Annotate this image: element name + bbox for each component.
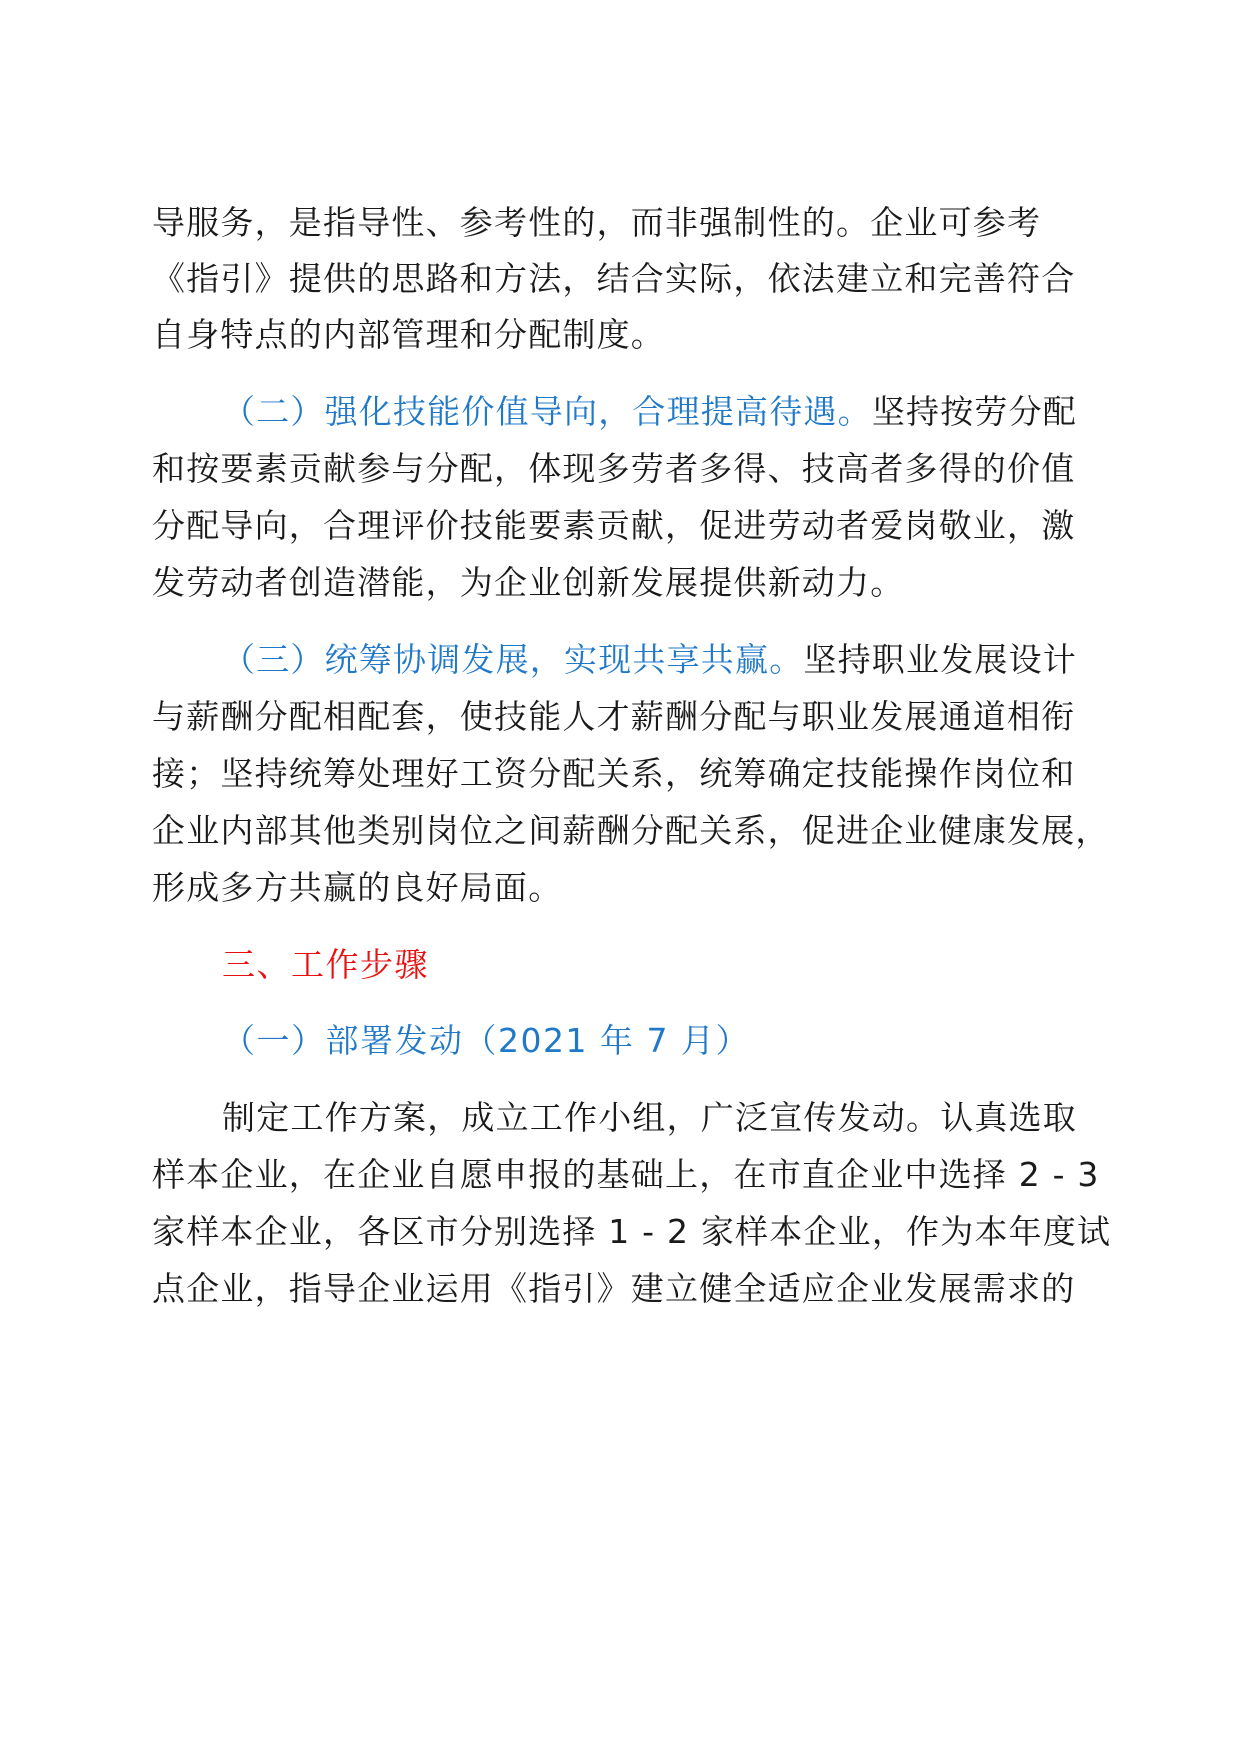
paragraph-line: 样本企业，在企业自愿申报的基础上，在市直企业中选择 2 - 3 [152, 1155, 1100, 1194]
paragraph-line: 企业内部其他类别岗位之间薪酬分配关系，促进企业健康发展， [152, 811, 1110, 850]
subheading-coordinated-development: （三）统筹协调发展，实现共享共赢。 [222, 640, 804, 679]
paragraph-lead-line [222, 389, 1077, 435]
paragraph-line: 自身特点的内部管理和分配制度。 [152, 315, 665, 354]
paragraph-line: 《指引》提供的思路和方法，结合实际，依法建立和完善符合 [152, 259, 1076, 298]
paragraph-line: 点企业，指导企业运用《指引》建立健全适应企业发展需求的 [152, 1269, 1076, 1308]
section-heading-work-steps: 三、工作步骤 [222, 945, 429, 984]
subsection-heading-deployment: （一）部署发动（2021 年 7 月） [222, 1021, 750, 1060]
paragraph-line: 家样本企业，各区市分别选择 1 - 2 家样本企业，作为本年度试 [152, 1212, 1112, 1251]
paragraph-line: 和按要素贡献参与分配，体现多劳者多得、技高者多得的价值 [152, 449, 1076, 488]
paragraph-lead-line [222, 637, 1077, 683]
paragraph-line: 形成多方共赢的良好局面。 [152, 868, 563, 907]
paragraph-line: 接；坚持统筹处理好工资分配关系，统筹确定技能操作岗位和 [152, 754, 1076, 793]
subheading-strengthen-skill-value: （二）强化技能价值导向，合理提高待遇。 [222, 392, 872, 431]
paragraph-line: 与薪酬分配相配套，使技能人才薪酬分配与职业发展通道相衔 [152, 697, 1076, 736]
paragraph-lead-text: 坚持按劳分配 [871, 392, 1078, 431]
paragraph-line: 制定工作方案，成立工作小组，广泛宣传发动。认真选取 [222, 1098, 1077, 1137]
paragraph-line: 导服务，是指导性、参考性的，而非强制性的。企业可参考 [152, 203, 1042, 242]
paragraph-line: 分配导向，合理评价技能要素贡献，促进劳动者爱岗敬业，激 [152, 506, 1076, 545]
paragraph-lead-text: 坚持职业发展设计 [803, 640, 1078, 679]
paragraph-line: 发劳动者创造潜能，为企业创新发展提供新动力。 [152, 563, 905, 602]
